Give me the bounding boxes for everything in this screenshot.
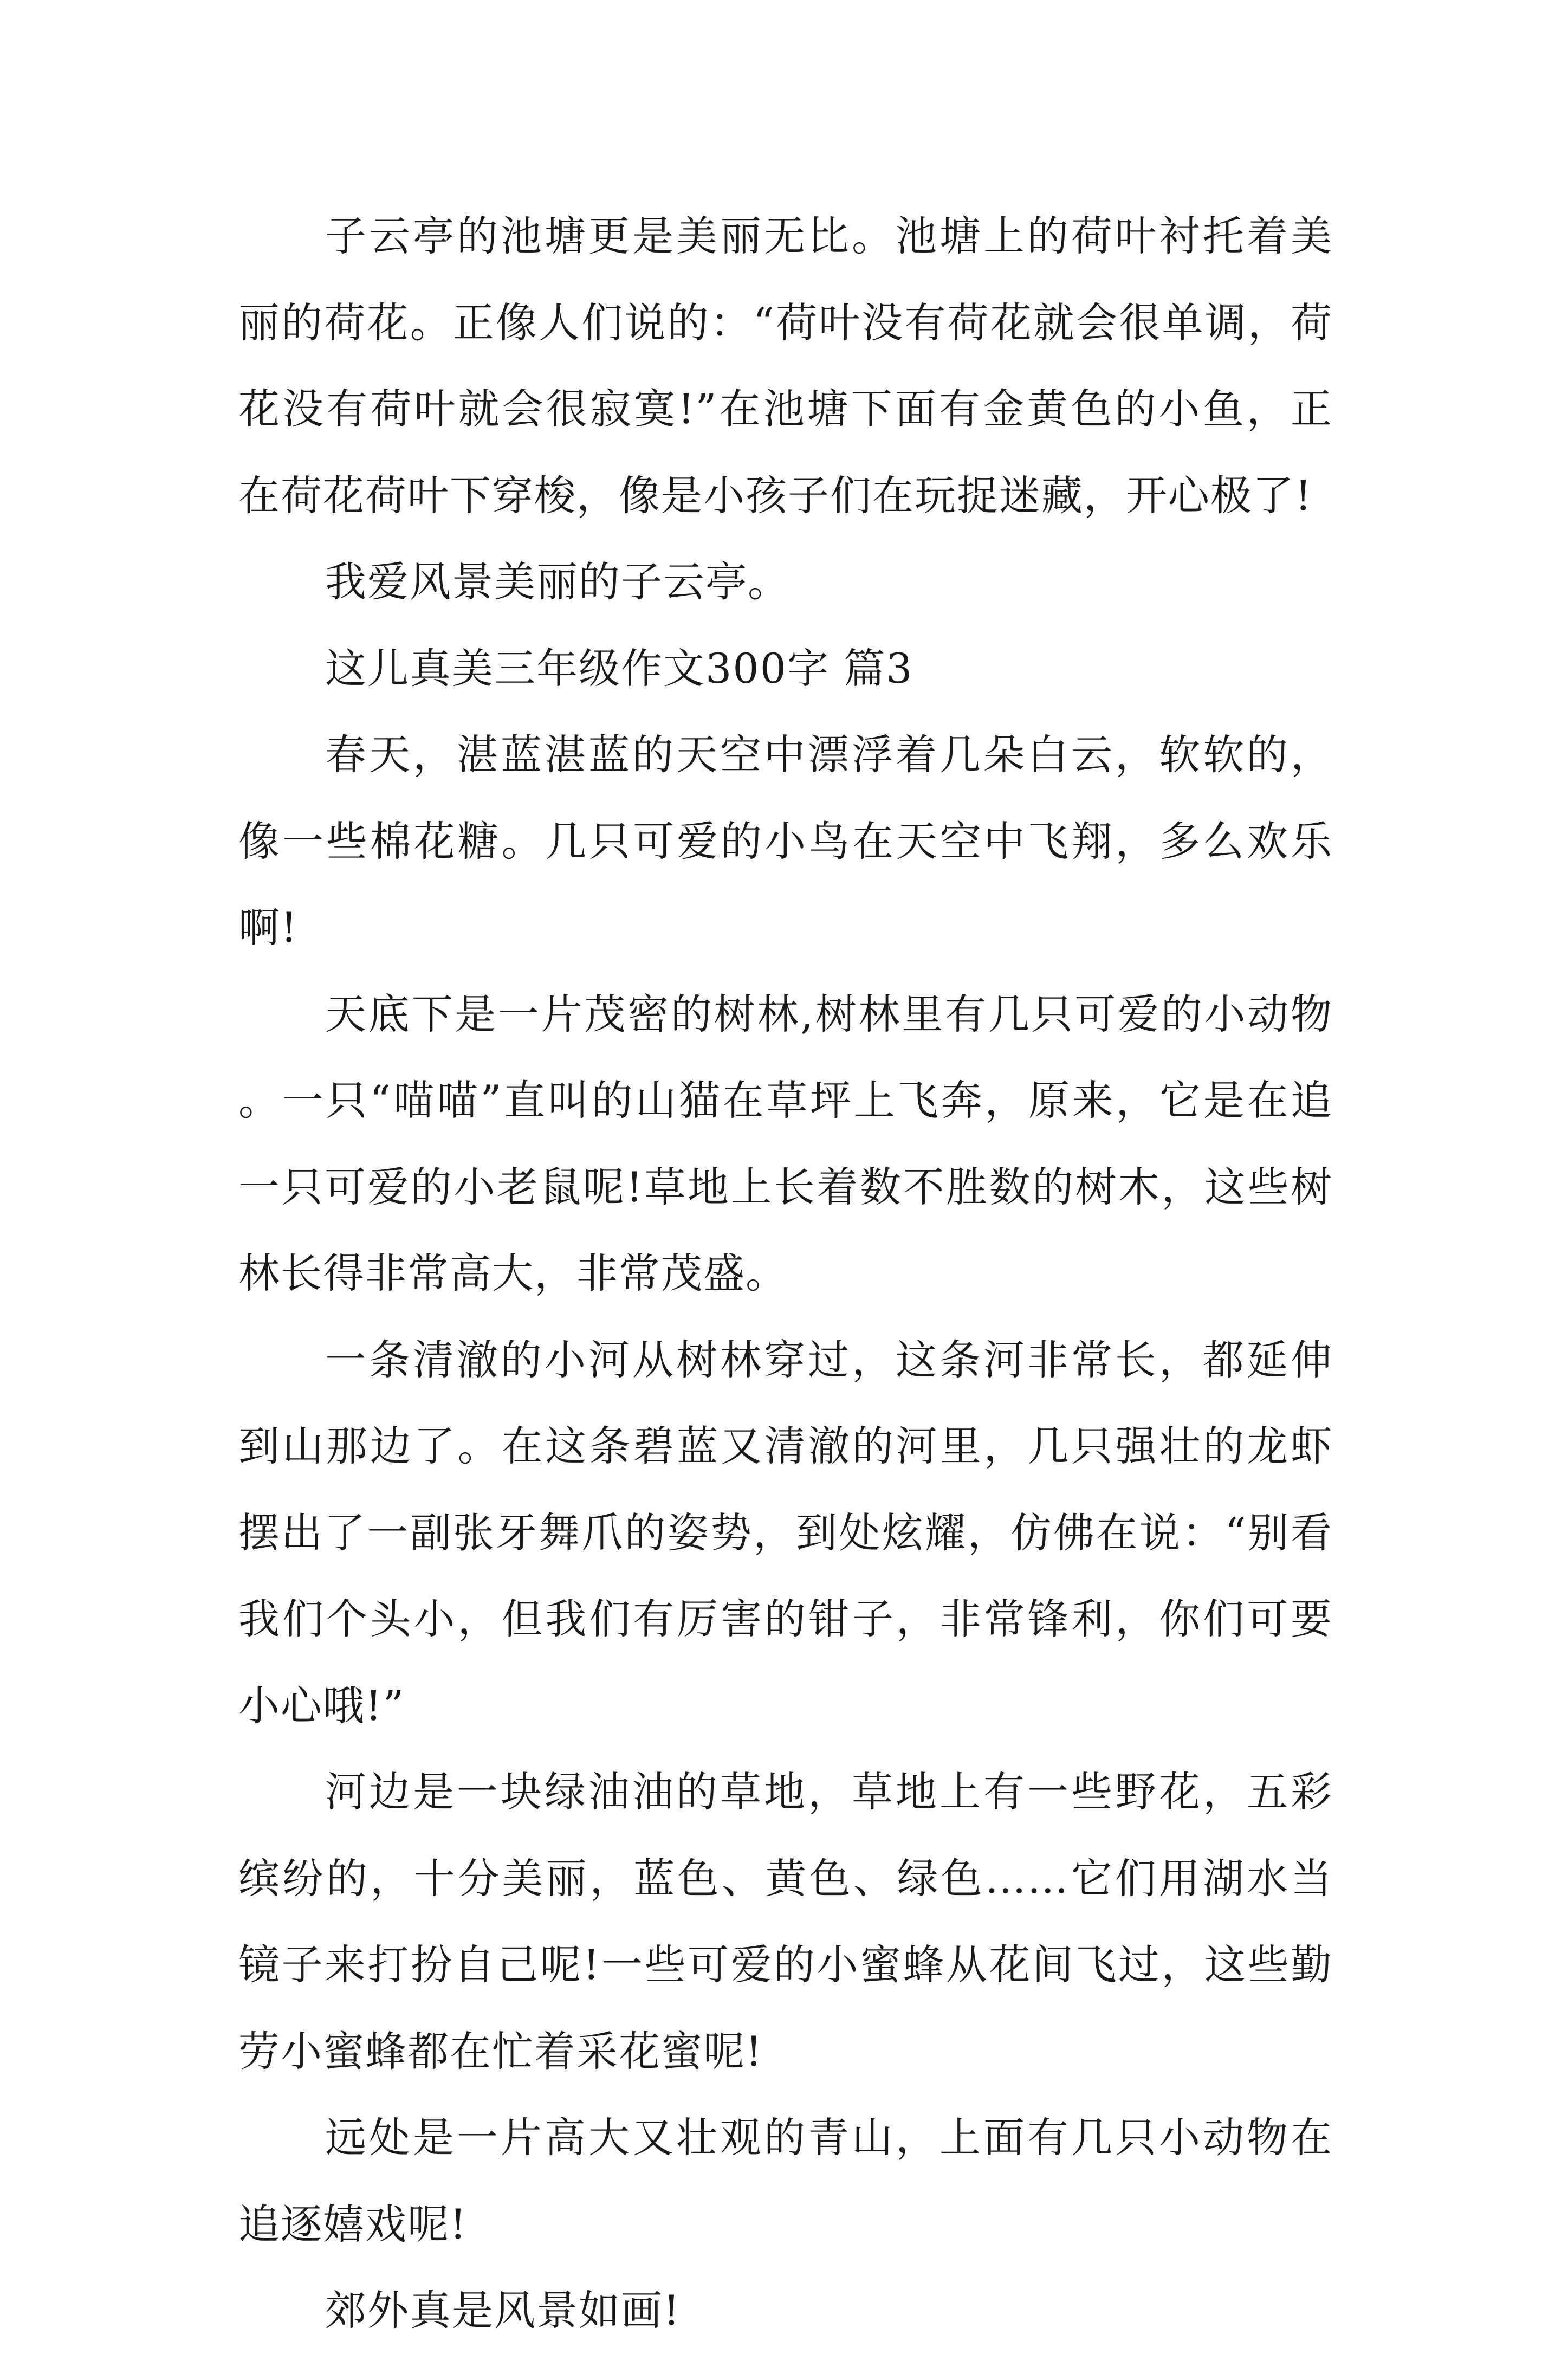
paragraph-spring-sky: 春天，湛蓝湛蓝的天空中漂浮着几朵白云，软软的，像一些棉花糖。几只可爱的小鸟在天空中飞翔，多么欢乐啊! xyxy=(238,730,1333,952)
paragraph-love-ziyun: 我爱风景美丽的子云亭。 xyxy=(325,558,790,606)
paragraph-pond: 子云亭的池塘更是美丽无比。池塘上的荷叶衬托着美丽的荷花。正像人们说的：“荷叶没有荷花就会很单调，荷花没有荷叶就会很寂寞!”在池塘下面有金黄色的小鱼，正在荷花荷叶下穿梭，像是小孩子们在玩捉迷藏，开心极了! xyxy=(238,212,1333,520)
paragraph-meadow: 河边是一块绿油油的草地，草地上有一些野花，五彩缤纷的，十分美丽，蓝色、黄色、绿色……它们用湖水当镜子来打扮自己呢!一些可爱的小蜜蜂从花间飞过，这些勤劳小蜜蜂都在忙着采花蜜呢! xyxy=(238,1768,1333,2075)
essay-body xyxy=(238,193,1333,2354)
paragraph-forest: 天底下是一片茂密的树林,树林里有几只可爱的小动物。一只“喵喵”直叫的山猫在草坪上飞奔，原来，它是在追一只可爱的小老鼠呢!草地上长着数不胜数的树木，这些树林长得非常高大，非常茂盛。 xyxy=(238,990,1333,1297)
essay-heading: 这儿真美三年级作文300字 篇3 xyxy=(325,644,913,693)
paragraph-mountains: 远处是一片高大又壮观的青山，上面有几只小动物在追逐嬉戏呢! xyxy=(238,2113,1333,2248)
paragraph-conclusion: 郊外真是风景如画! xyxy=(325,2286,681,2334)
paragraph-river: 一条清澈的小河从树林穿过，这条河非常长，都延伸到山那边了。在这条碧蓝又清澈的河里，几只强壮的龙虾摆出了一副张牙舞爪的姿势，到处炫耀，仿佛在说：“别看我们个头小，但我们有厉害的钳子，非常锋利，你们可要小心哦!” xyxy=(238,1335,1333,1730)
